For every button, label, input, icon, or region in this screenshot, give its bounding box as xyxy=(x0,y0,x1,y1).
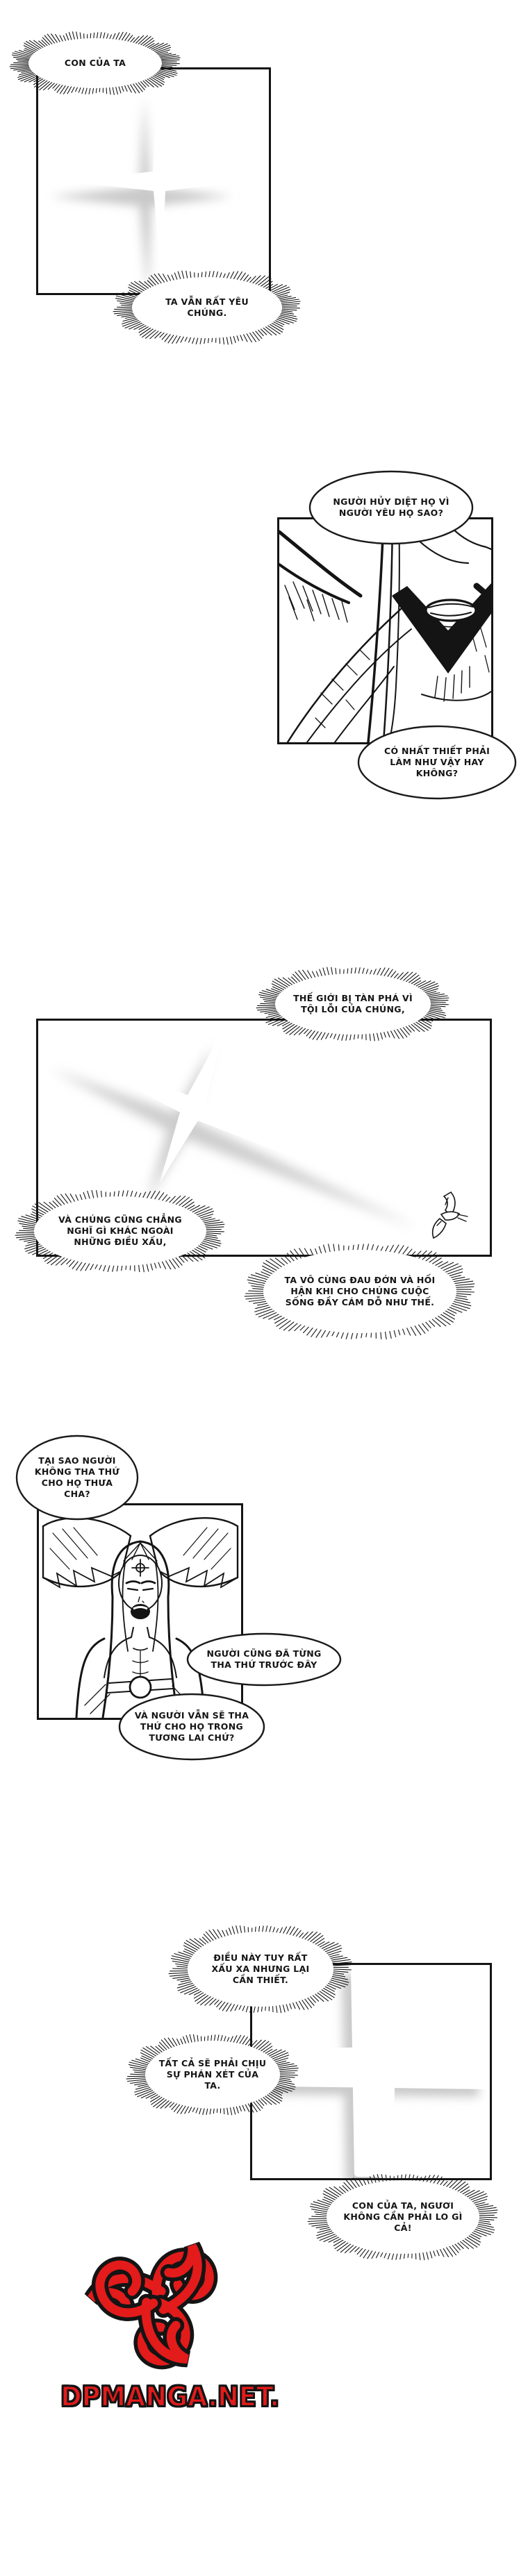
speech-text-13: CON CỦA TA, NGƯƠI KHÔNG CẦN PHẢI LO GÌ CẢ! xyxy=(343,2200,463,2234)
speech-text-3: NGƯỜI HỦY DIỆT HỌ VÌ NGƯỜI YÊU HỌ SAO? xyxy=(333,496,449,518)
speech-text-4: CÓ NHẤT THIẾT PHẢI LÀM NHƯ VẬY HAY KHÔNG? xyxy=(383,745,490,779)
speech-bubble-12 xyxy=(122,2017,304,2132)
logo-emblem-icon xyxy=(64,2230,250,2386)
speech-bubble-13 xyxy=(303,2157,503,2277)
speech-bubble-2 xyxy=(108,253,306,362)
speech-bubble-10 xyxy=(115,1690,268,1764)
speech-text-2: TA VẪN RẤT YÊU CHÚNG. xyxy=(165,296,249,318)
speech-bubble-5 xyxy=(251,950,454,1058)
face-closeup-art xyxy=(279,519,491,742)
speech-bubble-3 xyxy=(306,467,477,548)
speech-bubble-4 xyxy=(354,722,520,803)
speech-text-9: NGƯỜI CŨNG ĐÃ TỪNG THA THỨ TRƯỚC ĐÂY xyxy=(206,1648,322,1670)
speech-text-10: VÀ NGƯỜI VẪN SẼ THA THỨ CHO HỌ TRONG TƯƠNG LAI CHỨ? xyxy=(134,1709,249,1743)
speech-text-11: ĐIỀU NÀY TUY RẤT XẤU XA NHƯNG LẠI CẦN THIẾT. xyxy=(211,1952,310,1986)
speech-text-8: TẠI SAO NGƯỜI KHÔNG THA THỨ CHO HỌ THƯA CHA? xyxy=(34,1455,120,1500)
speech-bubble-6 xyxy=(10,1173,230,1289)
speech-text-7: TA VÔ CÙNG ĐAU ĐỚN VÀ HỐI HẬN KHI CHO CHÚNG CUỘC SỐNG ĐẦY CÁM DỖ NHƯ THẾ. xyxy=(284,1274,436,1308)
speech-text-1: CON CỦA TA xyxy=(64,57,126,68)
speech-bubble-9 xyxy=(183,1630,345,1689)
speech-text-12: TẤT CẢ SẼ PHẢI CHỊU SỰ PHÁN XÉT CỦA TA. xyxy=(158,2057,267,2091)
speech-bubble-8 xyxy=(13,1432,142,1523)
speech-bubble-1 xyxy=(5,15,185,112)
speech-bubble-7 xyxy=(240,1226,480,1357)
site-watermark: DPMANGA.NET. xyxy=(60,2382,280,2413)
speech-text-5: THẾ GIỚI BỊ TÀN PHÁ VÌ TỘI LỖI CỦA CHÚNG, xyxy=(293,992,413,1014)
panel-face-closeup xyxy=(277,517,493,744)
speech-text-6: VÀ CHÚNG CŨNG CHẲNG NGHĨ GÌ KHÁC NGOÀI NHỮNG ĐIỀU XẤU, xyxy=(58,1214,182,1248)
speech-bubble-11 xyxy=(164,1908,357,2030)
